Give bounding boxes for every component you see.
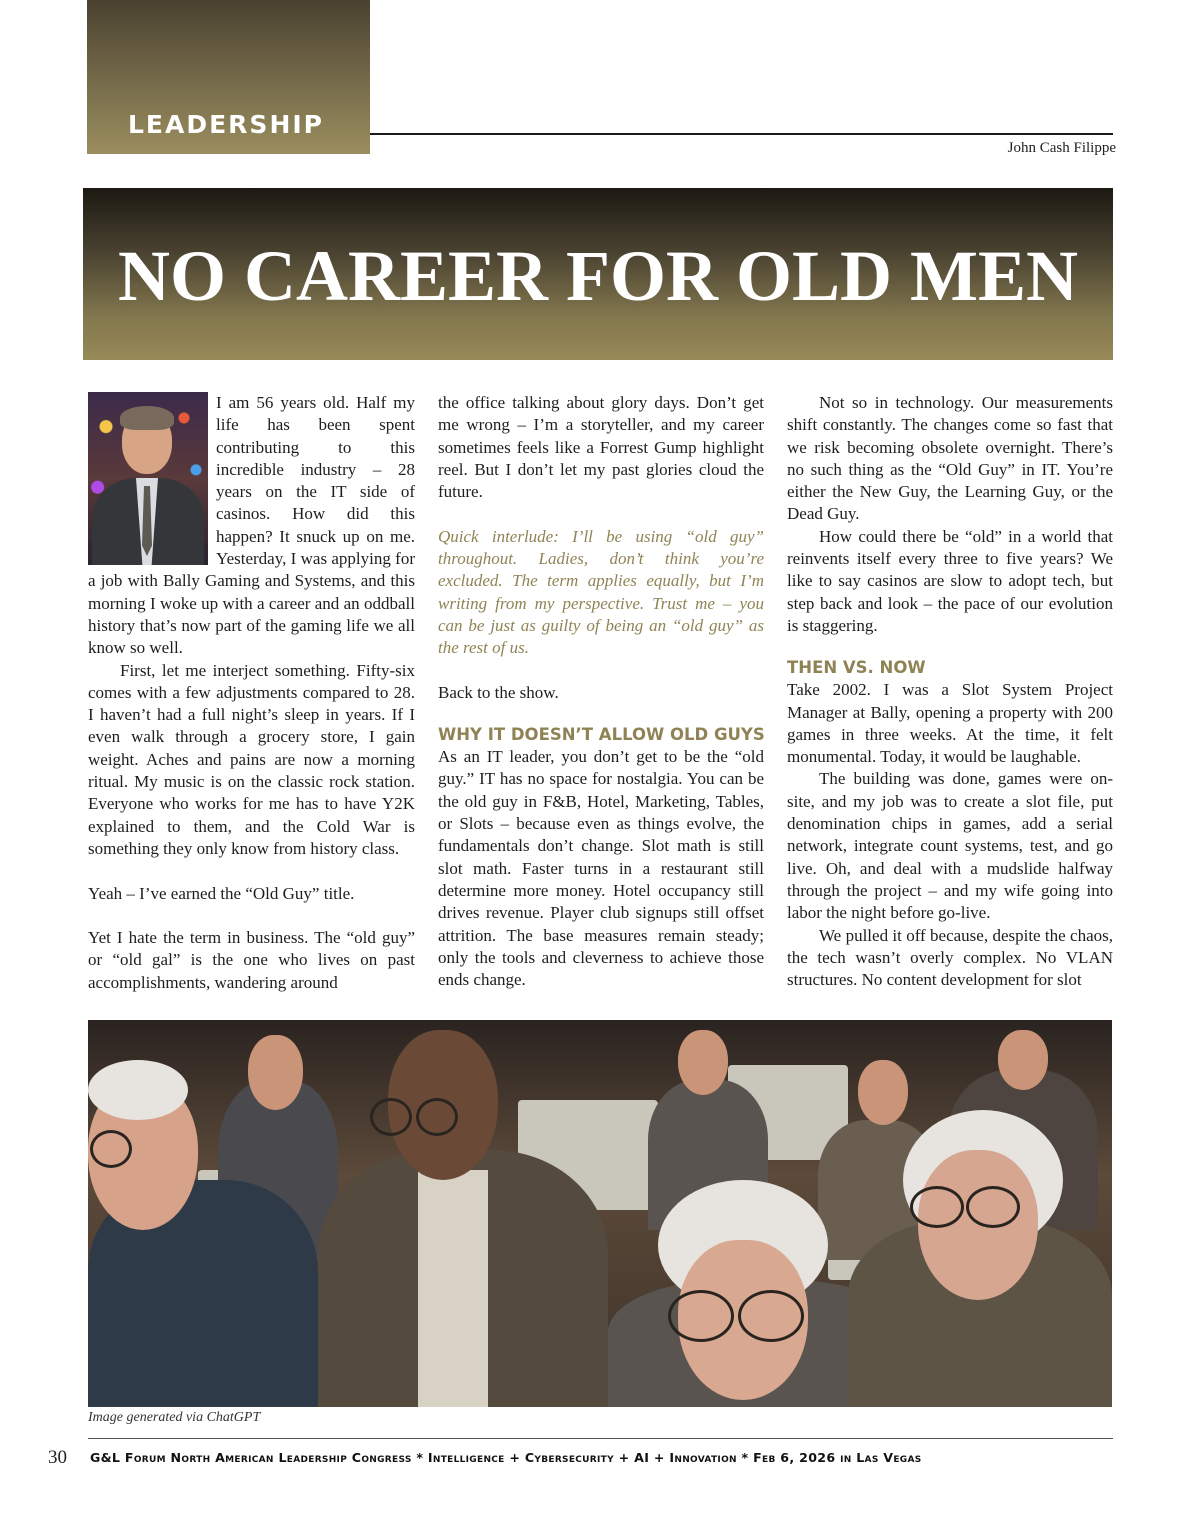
subheading: WHY IT DOESN’T ALLOW OLD GUYS [438, 725, 765, 745]
footer-text: G&L Forum North American Leadership Congress * Intelligence + Cybersecurity + AI + Innovation * Feb 6, 2026 in Las Vegas [90, 1450, 922, 1465]
article-column-3 [787, 392, 1113, 991]
interlude-paragraph: Quick interlude: I’ll be using “old guy” throughout. Ladies, don’t think you’re excluded. The term applies equally, but I’m writing from my perspective. Trust me – you can be just as guilty of being an “old guy” as the rest of us. [438, 526, 764, 658]
paragraph: The building was done, games were on-site, and my job was to create a slot file, put denomination chips in games, add a serial network, integrate count systems, test, and go live. Oh, and deal with a mudslide halfway through the project – and my wife going into labor the night before go-live. [787, 769, 1113, 923]
subheading: THEN VS. NOW [787, 658, 926, 678]
paragraph: First, let me interject something. Fifty-six comes with a few adjustments compared to 28. I haven’t had a full night’s sleep in years. If I even walk through a grocery store, I gain weight. Aches and pains are now a morning ritual. My music is on the classic rock station. Everyone who works for me has to have Y2K explained to them, and the Cold War is something they only know from history class. [88, 660, 415, 858]
section-label: LEADERSHIP [128, 110, 324, 139]
paragraph: As an IT leader, you don’t get to be the “old guy.” IT has no space for nostalgia. You can be the old guy in F&B, Hotel, Marketing, Tables, or Slots – because even as things evolve, the fundamentals don’t change. Slot math is still slot math. Faster turns in a restaurant still determine more money. Hotel occupancy still drives revenue. Player club signups still offset attrition. The base measures remain steady; only the tools and cleverness to achieve those ends change. [438, 747, 764, 990]
paragraph: How could there be “old” in a world that reinvents itself every three to five years? We like to say casinos are slow to adopt tech, but step back and look – the pace of our evolution is staggering. [787, 526, 1113, 635]
article-title: NO CAREER FOR OLD MEN [117, 235, 1078, 316]
paragraph: I am 56 years old. Half my life has been spent contributing to this incredible industry – 28 years on the IT side of casinos. How did this happen? It snuck up on me. Yesterday, I was applying for a job with Bally Gaming and Systems, and this morning I woke up with a career and an oddball history that’s now part of the gaming life we all know so well. [88, 393, 415, 658]
article-column-2 [438, 392, 764, 991]
title-banner [83, 188, 1113, 360]
footer-rule [88, 1438, 1113, 1439]
paragraph: Back to the show. [438, 682, 559, 702]
page-number: 30 [48, 1447, 67, 1468]
paragraph: Yeah – I’ve earned the “Old Guy” title. [88, 883, 355, 903]
header-rule [370, 133, 1113, 135]
paragraph: Yet I hate the term in business. The “old guy” or “old gal” is the one who lives on past accomplishments, wandering around [88, 928, 415, 992]
author-byline: John Cash Filippe [1007, 140, 1116, 156]
paragraph: Not so in technology. Our measurements shift constantly. The changes come so fast that we risk becoming obsolete overnight. There’s no such thing as the “Old Guy” in IT. You’re either the New Guy, the Learning Guy, or the Dead Guy. [787, 393, 1113, 524]
author-portrait [88, 392, 208, 565]
article-column-1 [88, 392, 415, 994]
photo-caption: Image generated via ChatGPT [88, 1410, 261, 1425]
classroom-photo [88, 1020, 1112, 1407]
paragraph: the office talking about glory days. Don’t get me wrong – I’m a storyteller, and my career sometimes feels like a Forrest Gump highlight reel. But I don’t let my past glories cloud the future. [438, 393, 764, 502]
paragraph: Take 2002. I was a Slot System Project Manager at Bally, opening a property with 200 games in three weeks. At the time, it felt monumental. Today, it would be laughable. [787, 680, 1113, 767]
paragraph: We pulled it off because, despite the chaos, the tech wasn’t overly complex. No VLAN structures. No content development for slot [787, 925, 1113, 990]
